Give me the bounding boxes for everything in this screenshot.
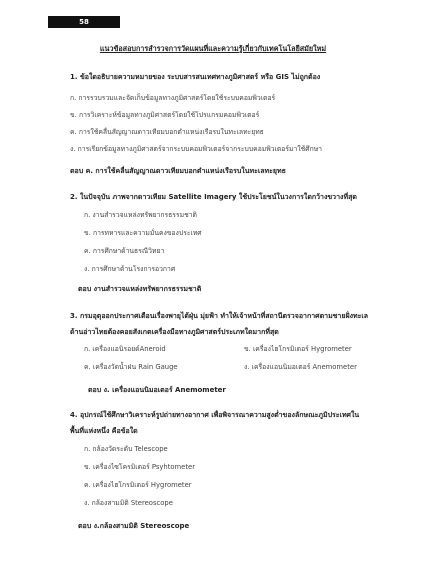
q4-option-c: ค. เครื่องไฮโกรมิเตอร์ Hygrometer xyxy=(84,481,192,489)
q4-option-b: ข. เครื่องไซโครมิเตอร์ Psyhtometer xyxy=(84,463,195,471)
q3-option-b: ข. เครื่องไฮโกรมิเตอร์ Hygrometer xyxy=(244,345,352,353)
question-1: 1. ข้อใดอธิบายความหมายของ ระบบสารสนเทศทางภูมิศาสตร์ หรือ GIS ไม่ถูกต้อง xyxy=(70,73,321,81)
question-2: 2. ในปัจจุบัน ภาพจากดาวเทียม Satellite Imagery ใช้ประโยชน์ในวงการใดกว้างขวางที่สุด xyxy=(70,193,357,201)
q4-option-a: ก. กล้องวัดระดับ Telescope xyxy=(84,445,168,453)
page-number: 58 xyxy=(48,16,120,28)
q2-option-a: ก. งานสำรวจแหล่งทรัพยากรธรรมชาติ xyxy=(84,211,197,219)
q1-option-b: ข. การวิเคราะห์ข้อมูลทางภูมิศาสตร์โดยใช้โปรแกรมคอมพิวเตอร์ xyxy=(70,111,260,119)
q1-option-d: ง. การเรียกข้อมูลทางภูมิศาสตร์จากระบบคอมพิวเตอร์จากระบบคอมพิวเตอร์มาใช้ศึกษา xyxy=(70,145,322,153)
q4-option-d: ง. กล้องสามมิติ Stereoscope xyxy=(84,499,173,507)
q3-option-c: ค. เครื่องวัดน้ำฝน Rain Gauge xyxy=(84,363,178,371)
q1-option-a: ก. การรวบรวมและจัดเก็บข้อมูลทางภูมิศาสตร์โดยใช้ระบบคอมพิวเตอร์ xyxy=(70,94,276,102)
q1-answer: ตอบ ค. การใช้คลื่นสัญญาณดาวเทียมบอกตำแหน่งเรือรบในทะเลทะยุทธ xyxy=(70,167,286,175)
question-3: 3. กรมอุตุออกประกาศเตือนเรื่องพายุไต้ฝุ่น มุ่ยฟ้า ทำให้เจ้าหน้าที่สถานีตรวจอากาศตามชายฝั่งทะเลด้านอ่าวไทยต้องคอยสังเกตเครื่องมือทางภูมิศาสตร์ประเภทใดมากที่สุด xyxy=(70,312,369,336)
q4-answer: ตอบ ง.กล้องสามมิติ Stereoscope xyxy=(78,522,190,530)
q3-option-d: ง. เครื่องแอนนิมอเตอร์ Anemometer xyxy=(244,363,357,371)
q2-answer: ตอบ งานสำรวจแหล่งทรัพยากรธรรมชาติ xyxy=(78,285,202,293)
question-4: 4. อุปกรณ์ใช้ศึกษาวิเคราะห์รูปถ่ายทางอากาศ เพื่อพิจารณาความสูงต่ำของลักษณะภูมิประเทศในพื้นที่แห่งหนึ่ง คือข้อใด xyxy=(70,411,360,435)
q1-option-c: ค. การใช้คลื่นสัญญาณดาวเทียมบอกตำแหน่งเรือรบในทะเลทะยุทธ xyxy=(70,128,264,136)
q2-option-c: ค. การศึกษาด้านธรณีวิทยา xyxy=(84,247,165,255)
q3-answer: ตอบ ง. เครื่องแอนนิมอเตอร์ Anemometer xyxy=(88,386,226,394)
page-title: แนวข้อสอบการสำรวจการวัดแผนที่และความรู้เกี่ยวกับเทคโนโลยีสมัยใหม่ xyxy=(99,44,327,53)
q2-option-d: ง. การศึกษาด้านโรงการอวกาศ xyxy=(84,265,176,273)
q2-option-b: ข. การทหารและความมั่นคงของประเทศ xyxy=(84,229,202,237)
q3-option-a: ก. เครื่องแอนิรอยด์Aneroid xyxy=(84,345,166,353)
